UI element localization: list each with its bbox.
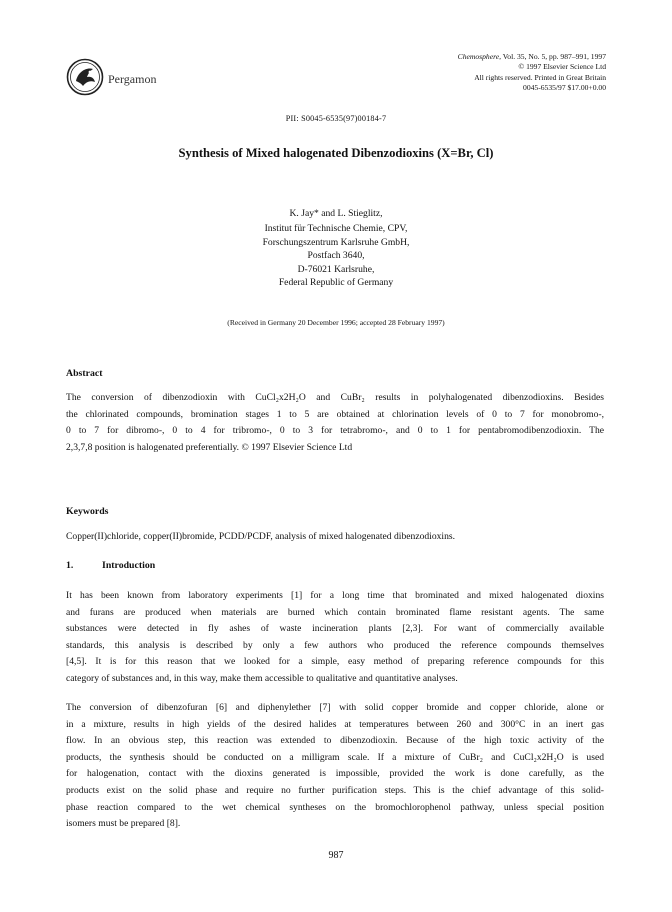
authors: K. Jay* and L. Stieglitz, xyxy=(289,208,383,219)
intro-line: phase reaction compared to the wet chemical syntheses on the bromochlorophenol pathway, unless special position xyxy=(66,801,604,813)
intro-line: category of substances and, in this way, make them accessible to qualitative and quantitative analyses. xyxy=(66,672,458,684)
journal-citation xyxy=(366,52,606,62)
keywords-text: Copper(II)chloride, copper(II)bromide, PCDD/PCDF, analysis of mixed halogenated dibenzodioxins. xyxy=(66,531,456,542)
pii-identifier: PII: S0045-6535(97)00184-7 xyxy=(285,114,387,123)
journal-volume: Vol. 35, No. 5, pp. 987–991, 1997 xyxy=(501,52,606,61)
copyright-line: © 1997 Elsevier Science Ltd xyxy=(518,62,606,72)
intro-line: The conversion of dibenzofuran [6] and diphenylether [7] with solid copper bromide and copper chloride, alone or xyxy=(66,702,604,713)
intro-line: for halogenation, contact with the dioxins generated is impossible, provided the work is done carefully, as the xyxy=(66,768,604,780)
abstract-text xyxy=(66,390,604,456)
intro-line: and furans are produced when materials are burned which contain brominated flame resistant agents. The same xyxy=(66,606,604,618)
abstract-line: 2,3,7,8 position is halogenated preferentially. © 1997 Elsevier Science Ltd xyxy=(66,441,353,453)
intro-line: [4,5]. It is for this reason that we looked for a simple, easy method of preparing reference compounds for this xyxy=(66,656,604,668)
publisher-name: Pergamon xyxy=(108,72,157,86)
issn-price-line: 0045-6535/97 $17.00+0.00 xyxy=(523,83,606,93)
paper-title: Synthesis of Mixed halogenated Dibenzodioxins (X=Br, Cl) xyxy=(178,146,494,160)
intro-line: It has been known from laboratory experiments [1] for a long time that brominated and mixed halogenated dioxins xyxy=(66,590,604,601)
intro-line: products exist on the solid phase and require no further purification steps. This is the chief advantage of this solid- xyxy=(66,784,604,796)
affiliation-line: Forschungszentrum Karlsruhe GmbH, xyxy=(262,236,410,248)
intro-paragraph-1 xyxy=(66,588,604,688)
affiliation-line: Institut für Technische Chemie, CPV, xyxy=(264,223,408,234)
page-number: 987 xyxy=(328,850,344,861)
keywords-heading: Keywords xyxy=(66,506,109,517)
abstract-heading: Abstract xyxy=(66,368,103,379)
affiliation-line: Postfach 3640, xyxy=(307,250,365,262)
journal-name: Chemosphere, xyxy=(457,52,502,61)
abstract-line: The conversion of dibenzodioxin with CuCl₂x2H₂O and CuBr₂ results in polyhalogenated dibenzodioxins. Besides xyxy=(66,392,604,403)
affiliation-line: D-76021 Karlsruhe, xyxy=(297,263,375,275)
intro-paragraph-2 xyxy=(66,700,604,833)
received-dates: (Received in Germany 20 December 1996; accepted 28 February 1997) xyxy=(227,318,445,327)
intro-line: products, the synthesis should be conducted on a milligram scale. If a mixture of CuBr₂ and CuCl₂x2H₂O is used xyxy=(66,751,604,763)
intro-line: isomers must be prepared [8]. xyxy=(66,818,181,830)
abstract-line: 0 to 7 for dibromo-, 0 to 4 for tribromo-, 0 to 3 for tetrabromo-, and 0 to 1 for pentabromodibenzodioxin. The xyxy=(66,425,604,437)
journal-info xyxy=(366,52,606,94)
affiliation-line: Federal Republic of Germany xyxy=(278,277,394,289)
affiliation xyxy=(0,222,672,290)
intro-line: flow. In an obvious step, this reaction was extended to dibenzodioxin. Because of the high toxic activity of the xyxy=(66,735,604,747)
intro-line: in a mixture, results in high yields of the desired halides at temperatures between 260 and 300°C in an inert gas xyxy=(66,718,604,730)
intro-line: substances were detected in fly ashes of waste incineration plants [2,3]. For want of commercially available xyxy=(66,623,604,635)
section-heading: Introduction xyxy=(102,560,156,571)
pergamon-logo-icon xyxy=(66,58,104,96)
intro-line: standards, this analysis is described by only a few authors who produced the reference compounds themselves xyxy=(66,639,604,651)
abstract-line: the chlorinated compounds, bromination stages 1 to 5 are obtained at chlorination levels of 0 to 7 for monobromo-, xyxy=(66,408,604,420)
rights-line: All rights reserved. Printed in Great Britain xyxy=(474,72,606,82)
section-number: 1. xyxy=(66,560,74,571)
